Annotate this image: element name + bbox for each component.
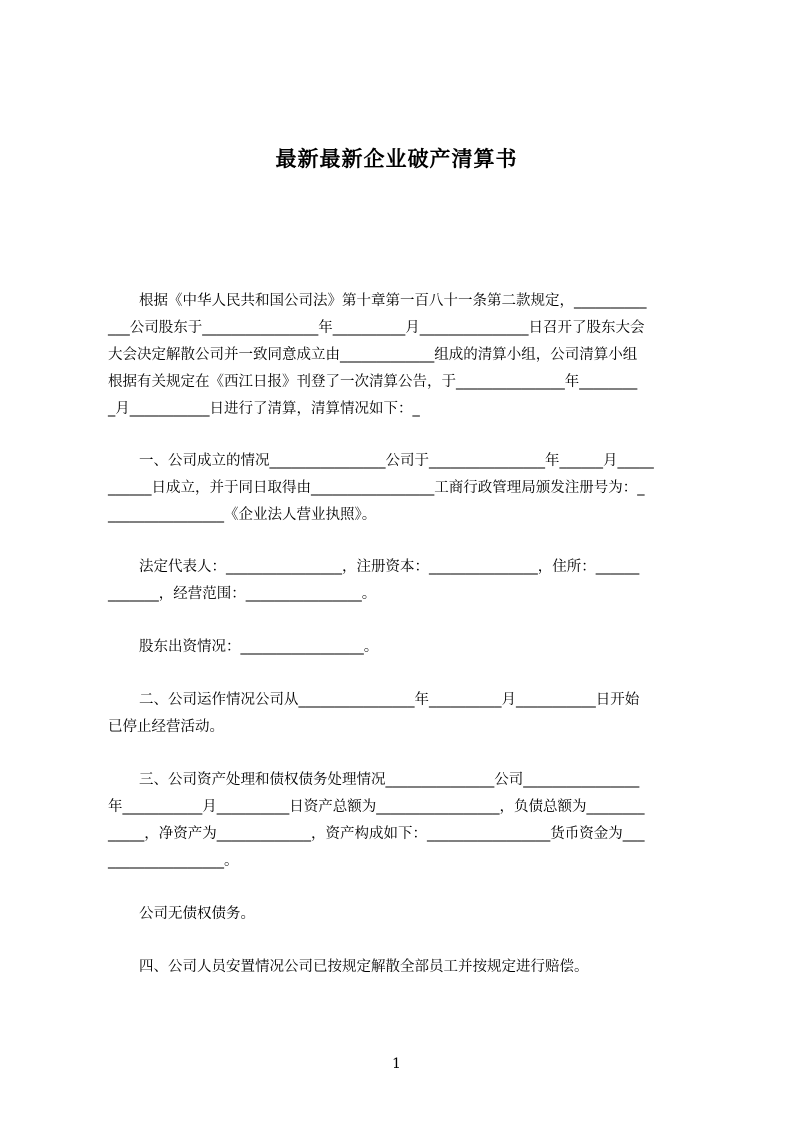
paragraph-line: ________________。 — [108, 853, 239, 869]
paragraph-line: 公司无债权债务。 — [139, 906, 255, 922]
paragraph-line: 已停止经营活动。 — [108, 719, 224, 735]
paragraph-line: 三、公司资产处理和债权债务处理情况_______________公司________________ — [139, 772, 640, 788]
paragraph-line: 根据有关规定在《西江日报》刊登了一次清算公告，于_______________年________ — [108, 374, 638, 390]
paragraph-line: ________________《企业法人营业执照》。 — [108, 507, 377, 523]
paragraph-line: 四、公司人员安置情况公司已按规定解散全部员工并按规定进行赔偿。 — [139, 959, 589, 975]
paragraph-line: ___公司股东于________________年__________月_______________日召开了股东大会 — [108, 320, 645, 336]
paragraph-line: 大会决定解散公司并一致同意成立由_____________组成的清算小组，公司清算小组 — [108, 347, 638, 363]
paragraph-line: 股东出资情况：_________________。 — [139, 639, 379, 655]
paragraph-line: ______日成立，并于同日取得由_________________工商行政管理局颁发注册号为：_ — [108, 480, 645, 496]
paragraph-line: 根据《中华人民共和国公司法》第十章第一百八十一条第二款规定，__________ — [139, 293, 647, 309]
document-title: 最新最新企业破产清算书 — [275, 147, 518, 171]
paragraph-line: 法定代表人：________________，注册资本：_______________，住所：______ — [139, 559, 640, 575]
paragraph-line: 年___________月__________日资产总额为_________________，负债总额为________ — [108, 799, 645, 815]
paragraph-line: _月___________日进行了清算，清算情况如下：_ — [108, 401, 420, 417]
paragraph-line: 二、公司运作情况公司从________________年__________月___________日开始 — [139, 692, 640, 708]
paragraph-line: _______，经营范围：________________。 — [108, 586, 377, 602]
paragraph-line: 一、公司成立的情况________________公司于________________年______月_____ — [139, 453, 654, 469]
paragraph-line: _____，净资产为_____________，资产构成如下：_________________货币资金为___ — [108, 826, 645, 842]
page-number: 1 — [392, 1056, 401, 1072]
